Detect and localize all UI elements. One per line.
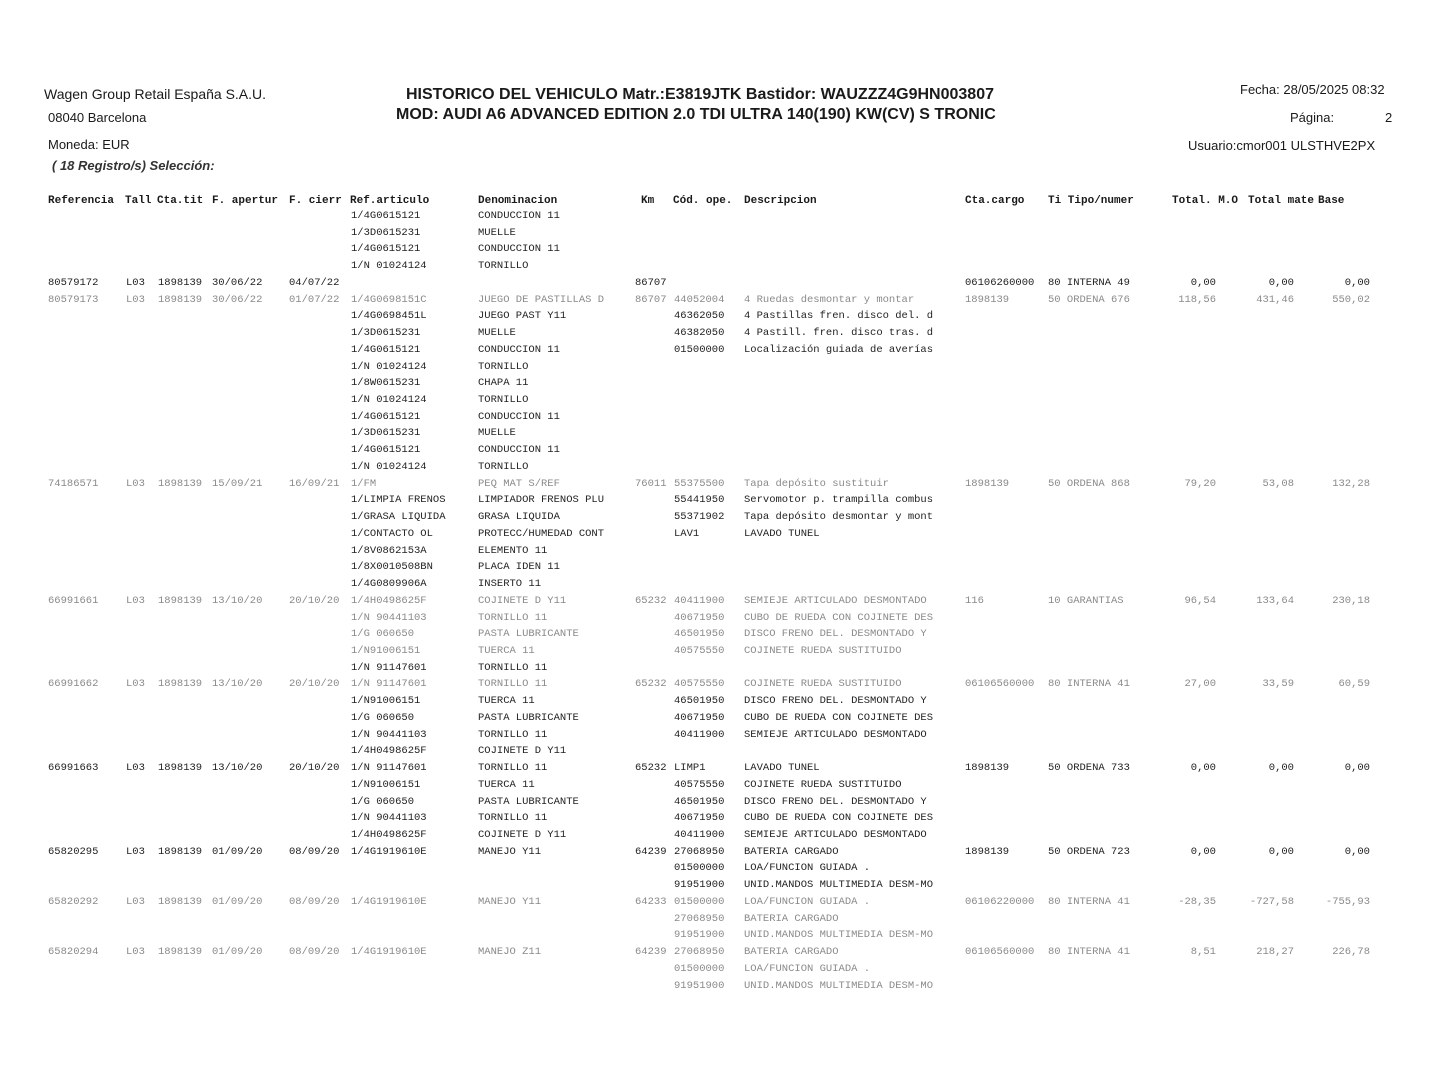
cell-denominacion: TORNILLO 11 xyxy=(478,728,548,741)
cell-denominacion: TUERCA 11 xyxy=(478,778,535,791)
cell-total-mate: 53,08 xyxy=(1262,477,1294,490)
cell-total-mate: 0,00 xyxy=(1268,762,1294,775)
cell-base: 550,02 xyxy=(1332,293,1370,306)
cell-cod-ope: 01500000 xyxy=(674,343,725,356)
company-city: 08040 Barcelona xyxy=(48,110,147,125)
cell-tall: L03 xyxy=(126,946,145,959)
cell-denominacion: PASTA LUBRICANTE xyxy=(478,711,579,724)
cell-cod-ope: 40411900 xyxy=(674,594,725,607)
cell-cta-cargo: 1898139 xyxy=(965,845,1010,858)
col-header-total-mate: Total mate xyxy=(1248,195,1315,207)
cell-descripcion: CUBO DE RUEDA CON COJINETE DES xyxy=(744,611,934,624)
cell-total-mo: 8,51 xyxy=(1190,946,1216,959)
cell-f-cierre: 08/09/20 xyxy=(289,845,340,858)
report-date: Fecha: 28/05/2025 08:32 xyxy=(1240,82,1385,97)
cell-f-apertura: 13/10/20 xyxy=(212,678,263,691)
cell-ref-articulo: 1/G 060650 xyxy=(351,711,415,724)
cell-ref-articulo: 1/N 01024124 xyxy=(351,394,427,407)
cell-denominacion: CONDUCCION 11 xyxy=(478,210,560,222)
currency-label: Moneda: EUR xyxy=(48,137,130,152)
cell-denominacion: COJINETE D Y11 xyxy=(478,594,567,607)
cell-ref-articulo: 1/N91006151 xyxy=(351,644,421,657)
cell-denominacion: GRASA LIQUIDA xyxy=(478,511,560,524)
cell-f-apertura: 15/09/21 xyxy=(212,477,263,490)
cell-ref-articulo: 1/4G1919610E xyxy=(351,946,427,959)
cell-tipo: 50 ORDENA 868 xyxy=(1048,477,1130,490)
cell-denominacion: INSERTO 11 xyxy=(478,578,542,591)
cell-descripcion: 4 Pastillas fren. disco del. d xyxy=(744,310,934,323)
cell-tall: L03 xyxy=(126,895,145,908)
cell-base: -755,93 xyxy=(1325,895,1370,908)
cell-descripcion: SEMIEJE ARTICULADO DESMONTADO xyxy=(744,594,927,607)
cell-f-cierre: 04/07/22 xyxy=(289,276,340,289)
cell-total-mate: 133,64 xyxy=(1256,594,1294,607)
cell-cta-tit: 1898139 xyxy=(158,895,203,908)
cell-total-mo: 118,56 xyxy=(1178,293,1216,306)
cell-descripcion: BATERIA CARGADO xyxy=(744,845,839,858)
cell-f-apertura: 30/06/22 xyxy=(212,276,263,289)
cell-ref-articulo: 1/4G0615121 xyxy=(351,343,421,356)
cell-cod-ope: 40671950 xyxy=(674,812,725,825)
cell-ref-articulo: 1/4H0498625F xyxy=(351,745,427,758)
cell-tipo: 80 INTERNA 41 xyxy=(1048,678,1130,691)
cell-ref-articulo: 1/4G0615121 xyxy=(351,410,421,423)
cell-tipo: 80 INTERNA 41 xyxy=(1048,946,1130,959)
cell-descripcion: 4 Pastill. fren. disco tras. d xyxy=(744,327,934,340)
cell-ref-articulo: 1/N91006151 xyxy=(351,778,421,791)
cell-total-mo: 79,20 xyxy=(1184,477,1216,490)
cell-f-cierre: 08/09/20 xyxy=(289,946,340,959)
cell-ref-articulo: 1/4G1919610E xyxy=(351,895,427,908)
col-header-f-cierre: F. cierr xyxy=(289,195,342,207)
cell-denominacion: CONDUCCION 11 xyxy=(478,343,560,356)
cell-denominacion: TUERCA 11 xyxy=(478,644,535,657)
cell-descripcion: LOA/FUNCION GUIADA . xyxy=(744,862,871,875)
cell-ref-articulo: 1/3D0615231 xyxy=(351,427,421,440)
cell-descripcion: DISCO FRENO DEL. DESMONTADO Y xyxy=(744,628,927,641)
cell-ref-articulo: 1/4G0615121 xyxy=(351,444,421,457)
cell-descripcion: SEMIEJE ARTICULADO DESMONTADO xyxy=(744,829,927,841)
col-header-f-apertura: F. apertur xyxy=(212,195,279,207)
cell-f-apertura: 01/09/20 xyxy=(212,946,263,959)
cell-cod-ope: 91951900 xyxy=(674,979,725,992)
cell-referencia: 65820292 xyxy=(48,895,99,908)
cell-base: 0,00 xyxy=(1344,845,1370,858)
cell-ref-articulo: 1/G 060650 xyxy=(351,795,415,808)
cell-cod-ope: 46501950 xyxy=(674,628,725,641)
cell-total-mate: 0,00 xyxy=(1268,276,1294,289)
cell-denominacion: CONDUCCION 11 xyxy=(478,410,560,423)
cell-cta-cargo: 1898139 xyxy=(965,477,1010,490)
cell-denominacion: PASTA LUBRICANTE xyxy=(478,628,579,641)
cell-descripcion: BATERIA CARGADO xyxy=(744,946,839,959)
cell-denominacion: JUEGO PAST Y11 xyxy=(478,310,567,323)
cell-cta-tit: 1898139 xyxy=(158,845,203,858)
cell-referencia: 80579173 xyxy=(48,293,99,306)
cell-denominacion: PROTECC/HUMEDAD CONT xyxy=(478,527,605,540)
cell-denominacion: PLACA IDEN 11 xyxy=(478,561,560,574)
cell-denominacion: CONDUCCION 11 xyxy=(478,243,560,256)
cell-total-mo: 0,00 xyxy=(1190,276,1216,289)
cell-descripcion: Localización guiada de averías xyxy=(744,343,934,356)
cell-ref-articulo: 1/3D0615231 xyxy=(351,327,421,340)
cell-ref-articulo: 1/N 90441103 xyxy=(351,728,427,741)
cell-total-mo: 0,00 xyxy=(1190,762,1216,775)
cell-tipo: 50 ORDENA 733 xyxy=(1048,762,1130,775)
cell-total-mate: -727,58 xyxy=(1249,895,1294,908)
cell-denominacion: TORNILLO 11 xyxy=(478,678,548,691)
cell-cta-tit: 1898139 xyxy=(158,594,203,607)
cell-ref-articulo: 1/N 01024124 xyxy=(351,360,427,373)
cell-cta-tit: 1898139 xyxy=(158,477,203,490)
cell-denominacion: COJINETE D Y11 xyxy=(478,745,567,758)
cell-cod-ope: 46382050 xyxy=(674,327,725,340)
page-label: Página: xyxy=(1290,110,1335,125)
cell-ref-articulo: 1/FM xyxy=(351,477,377,490)
cell-tipo: 10 GARANTIAS xyxy=(1048,594,1124,607)
cell-total-mo: 27,00 xyxy=(1184,678,1216,691)
col-header-km: Km xyxy=(641,195,655,207)
cell-cod-ope: 27068950 xyxy=(674,946,725,959)
cell-cod-ope: 55371902 xyxy=(674,511,725,524)
cell-descripcion: LAVADO TUNEL xyxy=(744,762,820,775)
cell-total-mo: 96,54 xyxy=(1184,594,1216,607)
cell-denominacion: MANEJO Y11 xyxy=(478,895,542,908)
cell-tipo: 80 INTERNA 49 xyxy=(1048,276,1130,289)
cell-denominacion: CONDUCCION 11 xyxy=(478,444,560,457)
col-header-cta-tit: Cta.tit xyxy=(157,195,204,207)
cell-ref-articulo: 1/3D0615231 xyxy=(351,226,421,239)
cell-cod-ope: 40575550 xyxy=(674,778,725,791)
cell-descripcion: CUBO DE RUEDA CON COJINETE DES xyxy=(744,812,934,825)
cell-cod-ope: 46501950 xyxy=(674,795,725,808)
cell-cta-cargo: 1898139 xyxy=(965,762,1010,775)
cell-denominacion: TORNILLO xyxy=(478,360,529,373)
cell-cod-ope: 27068950 xyxy=(674,912,725,925)
cell-cta-tit: 1898139 xyxy=(158,678,203,691)
cell-cta-tit: 1898139 xyxy=(158,276,203,289)
cell-tipo: 50 ORDENA 676 xyxy=(1048,293,1130,306)
cell-cta-cargo: 1898139 xyxy=(965,293,1010,306)
cell-denominacion: TUERCA 11 xyxy=(478,695,535,708)
col-header-ref-articulo: Ref.articulo xyxy=(350,195,430,207)
cell-denominacion: ELEMENTO 11 xyxy=(478,544,548,557)
cell-referencia: 65820295 xyxy=(48,845,99,858)
cell-km: 86707 xyxy=(635,293,667,306)
cell-cod-ope: 40575550 xyxy=(674,678,725,691)
cell-base: 230,18 xyxy=(1332,594,1370,607)
cell-descripcion: SEMIEJE ARTICULADO DESMONTADO xyxy=(744,728,927,741)
cell-descripcion: UNID.MANDOS MULTIMEDIA DESM-MO xyxy=(744,979,934,992)
cell-ref-articulo: 1/4G0809906A xyxy=(351,578,427,591)
cell-descripcion: CUBO DE RUEDA CON COJINETE DES xyxy=(744,711,934,724)
cell-ref-articulo: 1/4G0615121 xyxy=(351,210,421,222)
cell-tall: L03 xyxy=(126,678,145,691)
cell-ref-articulo: 1/4G1919610E xyxy=(351,845,427,858)
cell-km: 86707 xyxy=(635,276,667,289)
cell-ref-articulo: 1/N 01024124 xyxy=(351,460,427,473)
cell-denominacion: JUEGO DE PASTILLAS D xyxy=(478,293,605,306)
cell-base: 132,28 xyxy=(1332,477,1370,490)
cell-total-mate: 431,46 xyxy=(1256,293,1294,306)
cell-ref-articulo: 1/4G0698451L xyxy=(351,310,427,323)
cell-descripcion: Servomotor p. trampilla combus xyxy=(744,494,934,507)
cell-cod-ope: 46362050 xyxy=(674,310,725,323)
cell-cta-tit: 1898139 xyxy=(158,946,203,959)
cell-f-cierre: 20/10/20 xyxy=(289,594,340,607)
cell-ref-articulo: 1/4G0698151C xyxy=(351,293,427,306)
cell-cta-tit: 1898139 xyxy=(158,293,203,306)
page-number: 2 xyxy=(1385,110,1393,125)
cell-ref-articulo: 1/N 90441103 xyxy=(351,611,427,624)
cell-tall: L03 xyxy=(126,293,145,306)
cell-total-mate: 33,59 xyxy=(1262,678,1294,691)
cell-descripcion: LAVADO TUNEL xyxy=(744,527,820,540)
cell-ref-articulo: 1/N 91147601 xyxy=(351,678,427,691)
cell-f-cierre: 16/09/21 xyxy=(289,477,340,490)
cell-descripcion: UNID.MANDOS MULTIMEDIA DESM-MO xyxy=(744,929,934,942)
col-header-referencia: Referencia xyxy=(48,195,115,207)
cell-ref-articulo: 1/N 90441103 xyxy=(351,812,427,825)
cell-cod-ope: 40411900 xyxy=(674,728,725,741)
col-header-total-mo: Total. M.O xyxy=(1172,195,1239,207)
cell-denominacion: TORNILLO xyxy=(478,394,529,407)
record-count: ( 18 Registro/s) Selección: xyxy=(52,158,215,173)
cell-f-apertura: 01/09/20 xyxy=(212,845,263,858)
cell-f-cierre: 01/07/22 xyxy=(289,293,340,306)
cell-cod-ope: 40411900 xyxy=(674,829,725,841)
cell-cod-ope: LIMP1 xyxy=(674,762,706,775)
cell-base: 226,78 xyxy=(1332,946,1370,959)
cell-referencia: 80579172 xyxy=(48,276,99,289)
cell-ref-articulo: 1/G 060650 xyxy=(351,628,415,641)
cell-base: 0,00 xyxy=(1344,762,1370,775)
cell-descripcion: Tapa depósito desmontar y mont xyxy=(744,511,934,524)
cell-tall: L03 xyxy=(126,594,145,607)
cell-cod-ope: 40671950 xyxy=(674,611,725,624)
cell-km: 76011 xyxy=(635,477,667,490)
cell-ref-articulo: 1/4G0615121 xyxy=(351,243,421,256)
cell-denominacion: CHAPA 11 xyxy=(478,377,529,390)
col-header-descripcion: Descripcion xyxy=(744,195,817,207)
cell-cta-cargo: 06106560000 xyxy=(965,678,1035,691)
cell-cod-ope: 40671950 xyxy=(674,711,725,724)
cell-f-apertura: 01/09/20 xyxy=(212,895,263,908)
cell-denominacion: PEQ MAT S/REF xyxy=(478,477,560,490)
cell-total-mate: 218,27 xyxy=(1256,946,1294,959)
cell-referencia: 66991663 xyxy=(48,762,99,775)
cell-ref-articulo: 1/GRASA LIQUIDA xyxy=(351,511,446,524)
cell-denominacion: MUELLE xyxy=(478,427,516,440)
cell-total-mate: 0,00 xyxy=(1268,845,1294,858)
company-name: Wagen Group Retail España S.A.U. xyxy=(44,86,267,102)
cell-f-cierre: 20/10/20 xyxy=(289,762,340,775)
cell-tipo: 50 ORDENA 723 xyxy=(1048,845,1130,858)
cell-ref-articulo: 1/N 01024124 xyxy=(351,260,427,273)
cell-cta-cargo: 06106260000 xyxy=(965,276,1035,289)
col-header-cta-cargo: Cta.cargo xyxy=(965,195,1025,207)
cell-ref-articulo: 1/CONTACTO OL xyxy=(351,527,433,540)
cell-ref-articulo: 1/4H0498625F xyxy=(351,829,427,841)
cell-descripcion: 4 Ruedas desmontar y montar xyxy=(744,293,915,306)
cell-descripcion: DISCO FRENO DEL. DESMONTADO Y xyxy=(744,795,927,808)
cell-cod-ope: 55375500 xyxy=(674,477,725,490)
cell-total-mo: -28,35 xyxy=(1178,895,1216,908)
cell-denominacion: MANEJO Y11 xyxy=(478,845,542,858)
cell-f-apertura: 13/10/20 xyxy=(212,594,263,607)
cell-descripcion: COJINETE RUEDA SUSTITUIDO xyxy=(744,778,902,791)
cell-ref-articulo: 1/N91006151 xyxy=(351,695,421,708)
cell-ref-articulo: 1/N 91147601 xyxy=(351,762,427,775)
col-header-cod-ope: Cód. ope. xyxy=(673,195,733,207)
cell-cta-cargo: 116 xyxy=(965,594,984,607)
cell-descripcion: DISCO FRENO DEL. DESMONTADO Y xyxy=(744,695,927,708)
cell-tall: L03 xyxy=(126,762,145,775)
cell-referencia: 74186571 xyxy=(48,477,99,490)
cell-descripcion: LOA/FUNCION GUIADA . xyxy=(744,962,871,975)
cell-denominacion: TORNILLO 11 xyxy=(478,762,548,775)
cell-base: 0,00 xyxy=(1344,276,1370,289)
cell-ref-articulo: 1/8V0862153A xyxy=(351,544,427,557)
cell-cod-ope: 27068950 xyxy=(674,845,725,858)
cell-km: 64233 xyxy=(635,895,667,908)
cell-tall: L03 xyxy=(126,845,145,858)
user-label: Usuario:cmor001 ULSTHVE2PX xyxy=(1188,138,1376,153)
cell-referencia: 66991662 xyxy=(48,678,99,691)
cell-f-apertura: 13/10/20 xyxy=(212,762,263,775)
cell-tall: L03 xyxy=(126,477,145,490)
cell-ref-articulo: 1/LIMPIA FRENOS xyxy=(351,494,446,507)
cell-denominacion: TORNILLO 11 xyxy=(478,661,548,674)
cell-km: 64239 xyxy=(635,845,667,858)
cell-denominacion: TORNILLO xyxy=(478,260,529,273)
col-header-tipo: Ti Tipo/numer xyxy=(1048,195,1134,207)
cell-cod-ope: 01500000 xyxy=(674,962,725,975)
cell-cod-ope: LAV1 xyxy=(674,527,700,540)
cell-tipo: 80 INTERNA 41 xyxy=(1048,895,1130,908)
cell-referencia: 66991661 xyxy=(48,594,99,607)
cell-denominacion: PASTA LUBRICANTE xyxy=(478,795,579,808)
cell-descripcion: UNID.MANDOS MULTIMEDIA DESM-MO xyxy=(744,879,934,892)
cell-cod-ope: 40575550 xyxy=(674,644,725,657)
cell-denominacion: MUELLE xyxy=(478,327,516,340)
cell-denominacion: LIMPIADOR FRENOS PLU xyxy=(478,494,605,507)
cell-f-cierre: 20/10/20 xyxy=(289,678,340,691)
cell-cod-ope: 91951900 xyxy=(674,929,725,942)
cell-descripcion: COJINETE RUEDA SUSTITUIDO xyxy=(744,644,902,657)
cell-km: 65232 xyxy=(635,594,667,607)
cell-cta-tit: 1898139 xyxy=(158,762,203,775)
col-header-base: Base xyxy=(1318,195,1345,207)
cell-f-cierre: 08/09/20 xyxy=(289,895,340,908)
cell-denominacion: MANEJO Z11 xyxy=(478,946,542,959)
cell-km: 65232 xyxy=(635,678,667,691)
cell-denominacion: TORNILLO 11 xyxy=(478,611,548,624)
cell-ref-articulo: 1/4H0498625F xyxy=(351,594,427,607)
vehicle-model: MOD: AUDI A6 ADVANCED EDITION 2.0 TDI ULTRA 140(190) KW(CV) S TRONIC xyxy=(396,106,996,123)
cell-descripcion: BATERIA CARGADO xyxy=(744,912,839,925)
cell-ref-articulo: 1/8X0010508BN xyxy=(351,561,433,574)
cell-cod-ope: 55441950 xyxy=(674,494,725,507)
cell-cod-ope: 01500000 xyxy=(674,862,725,875)
cell-descripcion: LOA/FUNCION GUIADA . xyxy=(744,895,871,908)
cell-total-mo: 0,00 xyxy=(1190,845,1216,858)
cell-cod-ope: 46501950 xyxy=(674,695,725,708)
cell-cta-cargo: 06106560000 xyxy=(965,946,1035,959)
cell-ref-articulo: 1/N 91147601 xyxy=(351,661,427,674)
cell-tall: L03 xyxy=(126,276,145,289)
cell-cod-ope: 44052004 xyxy=(674,293,725,306)
cell-descripcion: COJINETE RUEDA SUSTITUIDO xyxy=(744,678,902,691)
cell-cod-ope: 91951900 xyxy=(674,879,725,892)
cell-denominacion: TORNILLO 11 xyxy=(478,812,548,825)
col-header-denominacion: Denominacion xyxy=(478,195,558,207)
cell-f-apertura: 30/06/22 xyxy=(212,293,263,306)
cell-denominacion: MUELLE xyxy=(478,226,516,239)
cell-descripcion: Tapa depósito sustituir xyxy=(744,477,889,490)
cell-denominacion: TORNILLO xyxy=(478,460,529,473)
cell-base: 60,59 xyxy=(1338,678,1370,691)
cell-km: 64239 xyxy=(635,946,667,959)
cell-referencia: 65820294 xyxy=(48,946,99,959)
report-title: HISTORICO DEL VEHICULO Matr.:E3819JTK Bastidor: WAUZZZ4G9HN003807 xyxy=(406,86,994,103)
cell-ref-articulo: 1/8W0615231 xyxy=(351,377,421,390)
cell-km: 65232 xyxy=(635,762,667,775)
cell-cod-ope: 01500000 xyxy=(674,895,725,908)
col-header-tall: Tall xyxy=(125,195,152,207)
cell-denominacion: COJINETE D Y11 xyxy=(478,829,567,841)
cell-cta-cargo: 06106220000 xyxy=(965,895,1035,908)
